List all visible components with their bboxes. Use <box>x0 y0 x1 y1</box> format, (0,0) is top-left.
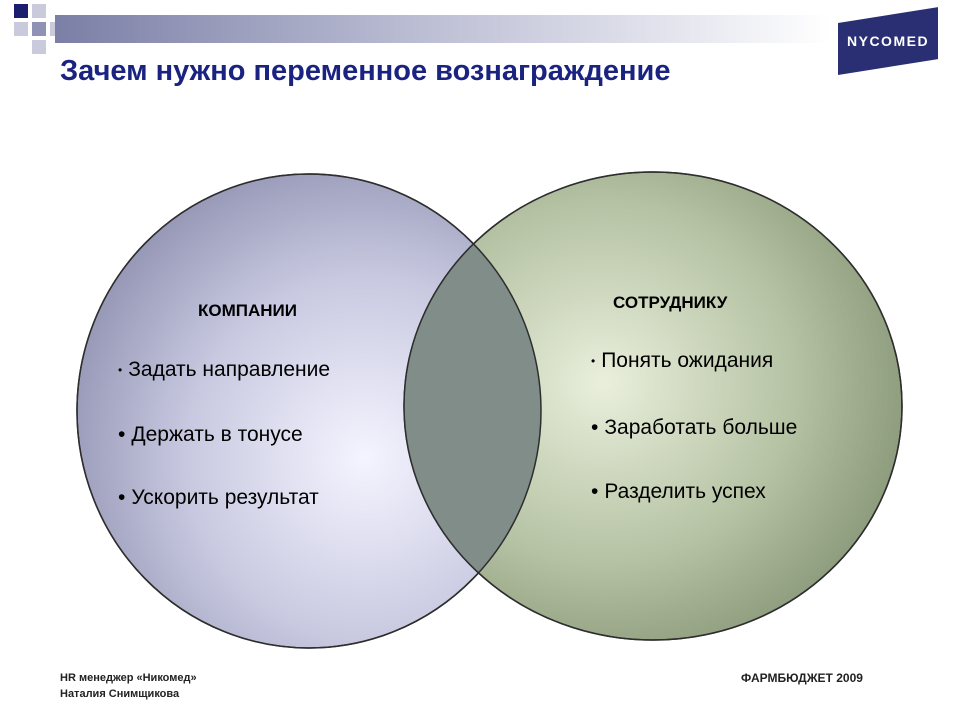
left-heading: КОМПАНИИ <box>198 301 297 320</box>
left-item: • Задать направление <box>118 358 331 381</box>
footer-author-role: HR менеджер «Никомед» <box>60 672 197 684</box>
right-heading: СОТРУДНИКУ <box>613 293 728 312</box>
left-item-text: Задать направление <box>128 358 331 381</box>
slide-title: Зачем нужно переменное вознаграждение <box>60 55 671 87</box>
left-item-text: Держать в тонусе <box>131 423 303 446</box>
left-item: • Держать в тонусе <box>118 423 303 446</box>
footer-author-name: Наталия Снимщикова <box>60 688 180 700</box>
footer-event: ФАРМБЮДЖЕТ 2009 <box>741 671 863 685</box>
right-item-text: Разделить успех <box>604 480 766 503</box>
left-item: • Ускорить результат <box>118 486 319 509</box>
right-item: • Разделить успех <box>591 480 766 503</box>
left-item-text: Ускорить результат <box>131 486 319 509</box>
logo-text: NYCOMED <box>846 33 930 50</box>
right-item: • Заработать больше <box>591 416 798 439</box>
right-item: • Понять ожидания <box>591 349 774 372</box>
right-item-text: Заработать больше <box>604 416 798 439</box>
right-item-text: Понять ожидания <box>601 349 774 372</box>
